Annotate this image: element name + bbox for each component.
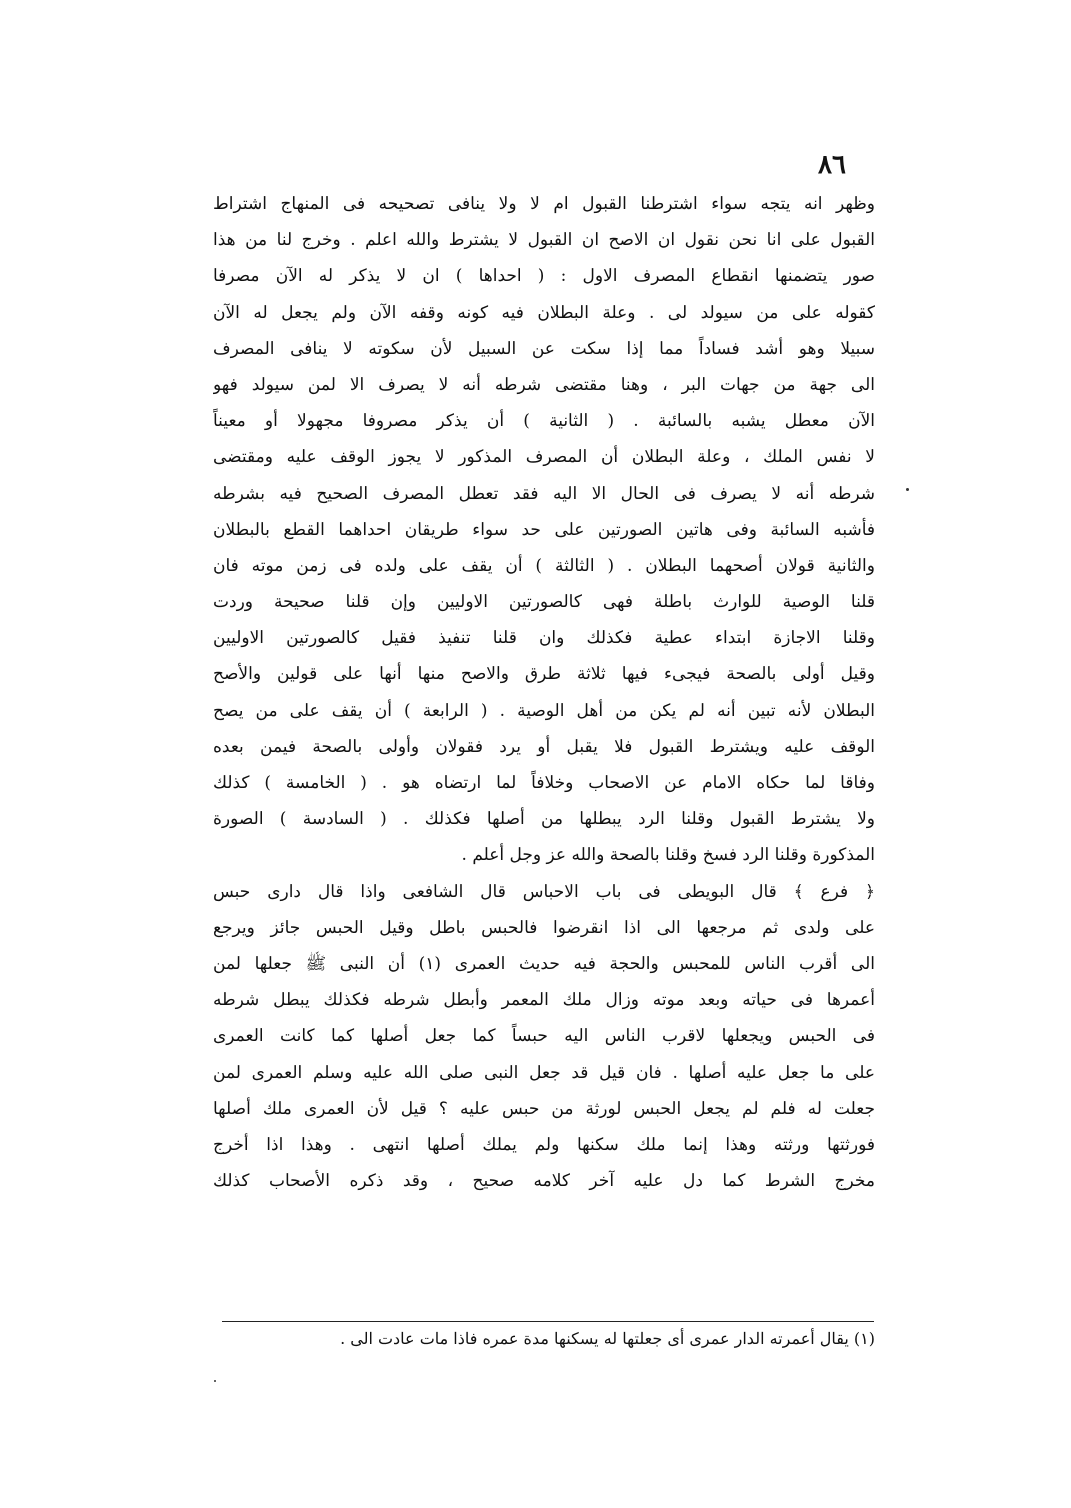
text-line: قلنا الوصية للوارث باطلة فهى كالصورتين الاوليين وإن قلنا صحيحة وردت (213, 592, 875, 613)
text-line: الآن معطل يشبه بالسائبة . ( الثانية ) أن يذكر مصروفا مجهولا أو معيناً (213, 411, 875, 432)
text-line: أعمرها فى حياته وبعد موته وزال ملك المعمر وأبطل شرطه فكذلك يبطل شرطه (213, 990, 875, 1011)
text-line: جعلت له فلم لم يجعل الحبس لورثة من حبس عليه ؟ قيل لأن العمرى ملك أصلها (213, 1098, 875, 1119)
text-line: وفاقا لما حكاه الامام عن الاصحاب وخلافاً لما ارتضاه هو . ( الخامسة ) كذلك (213, 773, 875, 793)
text-line: الى أقرب الناس للمحبس والحجة فيه حديث العمرى (١) أن النبى ﷺ جعلها لمن (213, 953, 875, 974)
text-line: سبيلا وهو أشد فساداً مما إذا سكت عن السبيل لأن سكوته لا ينافى المصرف (213, 338, 875, 359)
text-line: فى الحبس ويجعلها لاقرب الناس اليه حبساً كما جعل أصلها كما كانت العمرى (213, 1026, 875, 1047)
scan-speck (906, 488, 909, 491)
text-line: وظهر انه يتجه سواء اشترطنا القبول ام لا ولا ينافى تصحيحه فى المنهاج اشتراط (213, 194, 875, 214)
text-line: والثانية قولان أصحهما البطلان . ( الثالثة ) أن يقف على ولده فى زمن موته فان (213, 555, 875, 576)
text-line: لا نفس الملك ، وعلة البطلان أن المصرف المذكور لا يجوز الوقف عليه ومقتضى (213, 447, 875, 468)
text-line: كقوله على من سيولد لى . وعلة البطلان فيه كونه وقفه الآن ولم يجعل له الآن (213, 302, 875, 323)
text-line: ولا يشترط القبول وقلنا الرد يبطلها من أصلها فكذلك . ( السادسة ) الصورة (213, 809, 875, 830)
text-line: على ما جعل عليه أصلها . فان قيل قد جعل النبى صلى الله عليه وسلم العمرى لمن (213, 1062, 875, 1083)
body-text (213, 186, 875, 1199)
text-line: فورثتها ورثته وهذا إنما ملك سكنها ولم يملك أصلها انتهى . وهذا اذا أخرج (213, 1134, 875, 1155)
text-line: المذكورة وقلنا الرد فسخ وقلنا بالصحة والله عز وجل أعلم . (461, 845, 875, 866)
page-number: ٨٦ (818, 150, 846, 180)
text-line: شرطه أنه لا يصرف فى الحال الا اليه فقد تعطل المصرف الصحيح فيه بشرطه (213, 483, 875, 504)
text-line: فأشبه السائبة وفى هاتين الصورتين على حد سواء طريقان احداهما القطع بالبطلان (213, 519, 875, 540)
text-line: صور يتضمنها انقطاع المصرف الاول : ( احداها ) ان لا يذكر له الآن مصرفا (213, 266, 875, 287)
text-line: على ولدى ثم مرجعها الى اذا انقرضوا فالحبس باطل وقيل الحبس جائز ويرجع (213, 917, 875, 938)
text-line: مخرج الشرط كما دل عليه آخر كلامه صحيح ، وقد ذكره الأصحاب كذلك (213, 1171, 875, 1192)
scan-speck (214, 1380, 216, 1382)
footnote: (١) يقال أعمرته الدار عمرى أى جعلتها له يسكنها مدة عمره فاذا مات عادت الى . (340, 1329, 875, 1348)
section-heading-line: ﴿ فرع ﴾ قال البويطى فى باب الاحباس قال الشافعى واذا قال دارى حبس (213, 881, 875, 902)
text-line: الوقف عليه ويشترط القبول فلا يقبل أو يرد فقولان وأولى بالصحة فيمن بعده (213, 736, 875, 757)
text-line: البطلان لأنه تبين أنه لم يكن من أهل الوصية . ( الرابعة ) أن يقف على من يصح (213, 700, 875, 721)
text-line: وقيل أولى بالصحة فيجىء فيها ثلاثة طرق والاصح منها أنها على قولين والأصح (213, 664, 875, 685)
text-line: القبول على انا نحن نقول ان الاصح ان القبول لا يشترط والله اعلم . وخرج لنا من هذا (213, 230, 875, 251)
text-line: الى جهة من جهات البر ، وهنا مقتضى شرطه أنه لا يصرف الا لمن سيولد فهو (213, 374, 875, 395)
text-line: وقلنا الاجازة ابتداء عطية فكذلك وان قلنا تنفيذ فقيل كالصورتين الاوليين (213, 628, 875, 649)
